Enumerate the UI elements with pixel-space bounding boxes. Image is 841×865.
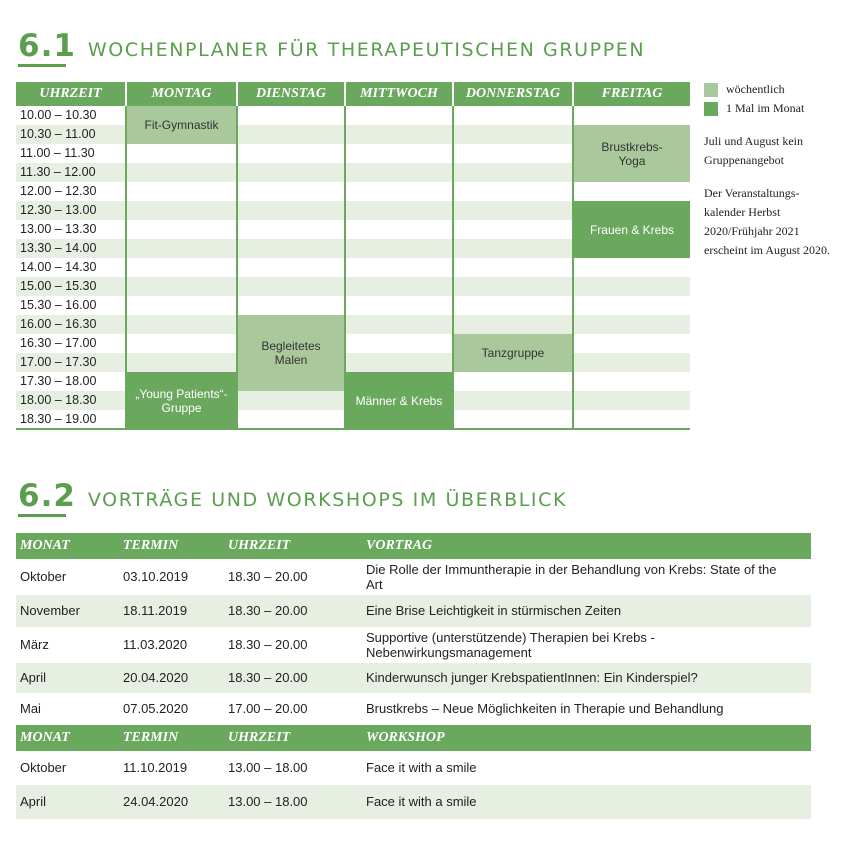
column-header: MONAT bbox=[20, 730, 70, 745]
time-slot-label: 18.30 – 19.00 bbox=[20, 412, 97, 426]
section-title: VORTRÄGE UND WORKSHOPS IM ÜBERBLICK bbox=[87, 489, 568, 511]
planner-bottom-rule bbox=[16, 428, 690, 430]
table-row bbox=[16, 627, 811, 663]
column-header: TERMIN bbox=[123, 538, 179, 553]
planner-row bbox=[16, 296, 690, 315]
time-slot-label: 13.30 – 14.00 bbox=[20, 241, 97, 255]
cell-topic: Kinderwunsch junger KrebspatientInnen: Ein Kinderspiel? bbox=[366, 670, 698, 685]
time-slot-label: 13.00 – 13.30 bbox=[20, 222, 97, 236]
table-row bbox=[16, 785, 811, 819]
time-slot-label: 11.30 – 12.00 bbox=[20, 165, 96, 179]
legend bbox=[704, 80, 834, 260]
cell-topic: Eine Brise Leichtigkeit in stürmischen Zeiten bbox=[366, 603, 622, 618]
time-slot-label: 18.00 – 18.30 bbox=[20, 393, 97, 407]
table-row bbox=[16, 693, 811, 725]
legend-note-summer: Juli und August kein Gruppenangebot bbox=[704, 134, 804, 167]
monthly-swatch-icon bbox=[704, 102, 718, 116]
planner-header-uhrzeit: UHRZEIT bbox=[16, 82, 125, 106]
legend-monthly-label: 1 Mal im Monat bbox=[726, 101, 805, 115]
lectures-workshops-table bbox=[16, 533, 811, 819]
time-slot-label: 12.30 – 13.00 bbox=[20, 203, 97, 217]
cell-month: Oktober bbox=[20, 569, 67, 584]
section-heading-6-1 bbox=[18, 28, 645, 64]
lectures-header bbox=[16, 533, 811, 559]
planner-header-donnerstag: DONNERSTAG bbox=[454, 82, 572, 106]
cell-date: 11.10.2019 bbox=[123, 760, 188, 775]
planner-row bbox=[16, 258, 690, 277]
weekly-swatch-icon bbox=[704, 83, 718, 97]
planner-event: Fit-Gymnastik bbox=[127, 106, 236, 144]
cell-time: 17.00 – 20.00 bbox=[228, 701, 308, 716]
column-header: UHRZEIT bbox=[228, 730, 291, 745]
cell-topic: Die Rolle der Immuntherapie in der Behandlung von Krebs: State of the Art bbox=[366, 562, 777, 592]
column-divider bbox=[344, 106, 346, 430]
table-row bbox=[16, 595, 811, 627]
legend-monthly bbox=[704, 99, 834, 118]
planner-header-mittwoch: MITTWOCH bbox=[346, 82, 452, 106]
time-slot-label: 11.00 – 11.30 bbox=[20, 146, 95, 160]
planner-event: Frauen & Krebs bbox=[574, 201, 690, 258]
weekly-planner bbox=[16, 82, 690, 430]
time-slot-label: 14.00 – 14.30 bbox=[20, 260, 97, 274]
time-slot-label: 17.30 – 18.00 bbox=[20, 374, 97, 388]
planner-header-dienstag: DIENSTAG bbox=[238, 82, 344, 106]
time-slot-label: 15.00 – 15.30 bbox=[20, 279, 97, 293]
time-slot-label: 16.00 – 16.30 bbox=[20, 317, 97, 331]
section-heading-6-2 bbox=[18, 478, 567, 514]
time-slot-label: 17.00 – 17.30 bbox=[20, 355, 97, 369]
table-row bbox=[16, 751, 811, 785]
cell-time: 18.30 – 20.00 bbox=[228, 603, 308, 618]
cell-topic: Brustkrebs – Neue Möglichkeiten in Therapie und Behandlung bbox=[366, 701, 724, 716]
planner-event: Männer & Krebs bbox=[346, 372, 452, 429]
section-number: 6.2 bbox=[18, 478, 76, 514]
section-title: WOCHENPLANER FÜR THERAPEUTISCHEN GRUPPEN bbox=[87, 39, 646, 61]
planner-event: Brustkrebs- Yoga bbox=[574, 125, 690, 182]
planner-event: Begleitetes Malen bbox=[238, 315, 344, 391]
workshops-header bbox=[16, 725, 811, 751]
planner-row bbox=[16, 334, 690, 353]
cell-month: Oktober bbox=[20, 760, 67, 775]
column-divider bbox=[452, 106, 454, 430]
cell-date: 11.03.2020 bbox=[123, 637, 188, 652]
planner-row bbox=[16, 353, 690, 372]
cell-time: 18.30 – 20.00 bbox=[228, 569, 308, 584]
cell-date: 20.04.2020 bbox=[123, 670, 189, 685]
table-row bbox=[16, 559, 811, 595]
planner-event: „Young Patients“- Gruppe bbox=[127, 372, 236, 429]
cell-date: 24.04.2020 bbox=[123, 794, 189, 809]
cell-month: März bbox=[20, 637, 49, 652]
cell-month: April bbox=[20, 794, 47, 809]
column-divider bbox=[125, 106, 127, 430]
cell-month: April bbox=[20, 670, 47, 685]
planner-row bbox=[16, 315, 690, 334]
planner-row bbox=[16, 182, 690, 201]
time-slot-label: 10.00 – 10.30 bbox=[20, 108, 97, 122]
column-header: MONAT bbox=[20, 538, 70, 553]
legend-note-calendar: Der Veranstaltungs-kalender Herbst 2020/Frühjahr 2021 erscheint im August 2020. bbox=[704, 186, 830, 257]
planner-row bbox=[16, 277, 690, 296]
table-row bbox=[16, 663, 811, 693]
cell-month: Mai bbox=[20, 701, 41, 716]
cell-time: 13.00 – 18.00 bbox=[228, 794, 308, 809]
legend-weekly-label: wöchentlich bbox=[726, 82, 785, 96]
cell-time: 18.30 – 20.00 bbox=[228, 670, 308, 685]
column-header: TERMIN bbox=[123, 730, 179, 745]
column-header: WORKSHOP bbox=[366, 730, 445, 745]
time-slot-label: 12.00 – 12.30 bbox=[20, 184, 97, 198]
planner-event: Tanzgruppe bbox=[454, 334, 572, 372]
cell-time: 18.30 – 20.00 bbox=[228, 637, 308, 652]
column-header: VORTRAG bbox=[366, 538, 433, 553]
cell-date: 18.11.2019 bbox=[123, 603, 188, 618]
column-divider bbox=[572, 106, 574, 430]
cell-topic: Face it with a smile bbox=[366, 760, 477, 775]
cell-date: 03.10.2019 bbox=[123, 569, 189, 584]
cell-date: 07.05.2020 bbox=[123, 701, 189, 716]
planner-header-montag: MONTAG bbox=[127, 82, 236, 106]
column-header: UHRZEIT bbox=[228, 538, 291, 553]
section-number: 6.1 bbox=[18, 28, 76, 64]
cell-topic: Supportive (unterstützende) Therapien bei Krebs - Nebenwirkungsmanagement bbox=[366, 630, 655, 660]
time-slot-label: 15.30 – 16.00 bbox=[20, 298, 97, 312]
legend-weekly bbox=[704, 80, 834, 99]
cell-time: 13.00 – 18.00 bbox=[228, 760, 308, 775]
planner-row bbox=[16, 106, 690, 125]
cell-month: November bbox=[20, 603, 80, 618]
column-divider bbox=[236, 106, 238, 430]
cell-topic: Face it with a smile bbox=[366, 794, 477, 809]
time-slot-label: 10.30 – 11.00 bbox=[20, 127, 96, 141]
planner-header-freitag: FREITAG bbox=[574, 82, 690, 106]
time-slot-label: 16.30 – 17.00 bbox=[20, 336, 97, 350]
